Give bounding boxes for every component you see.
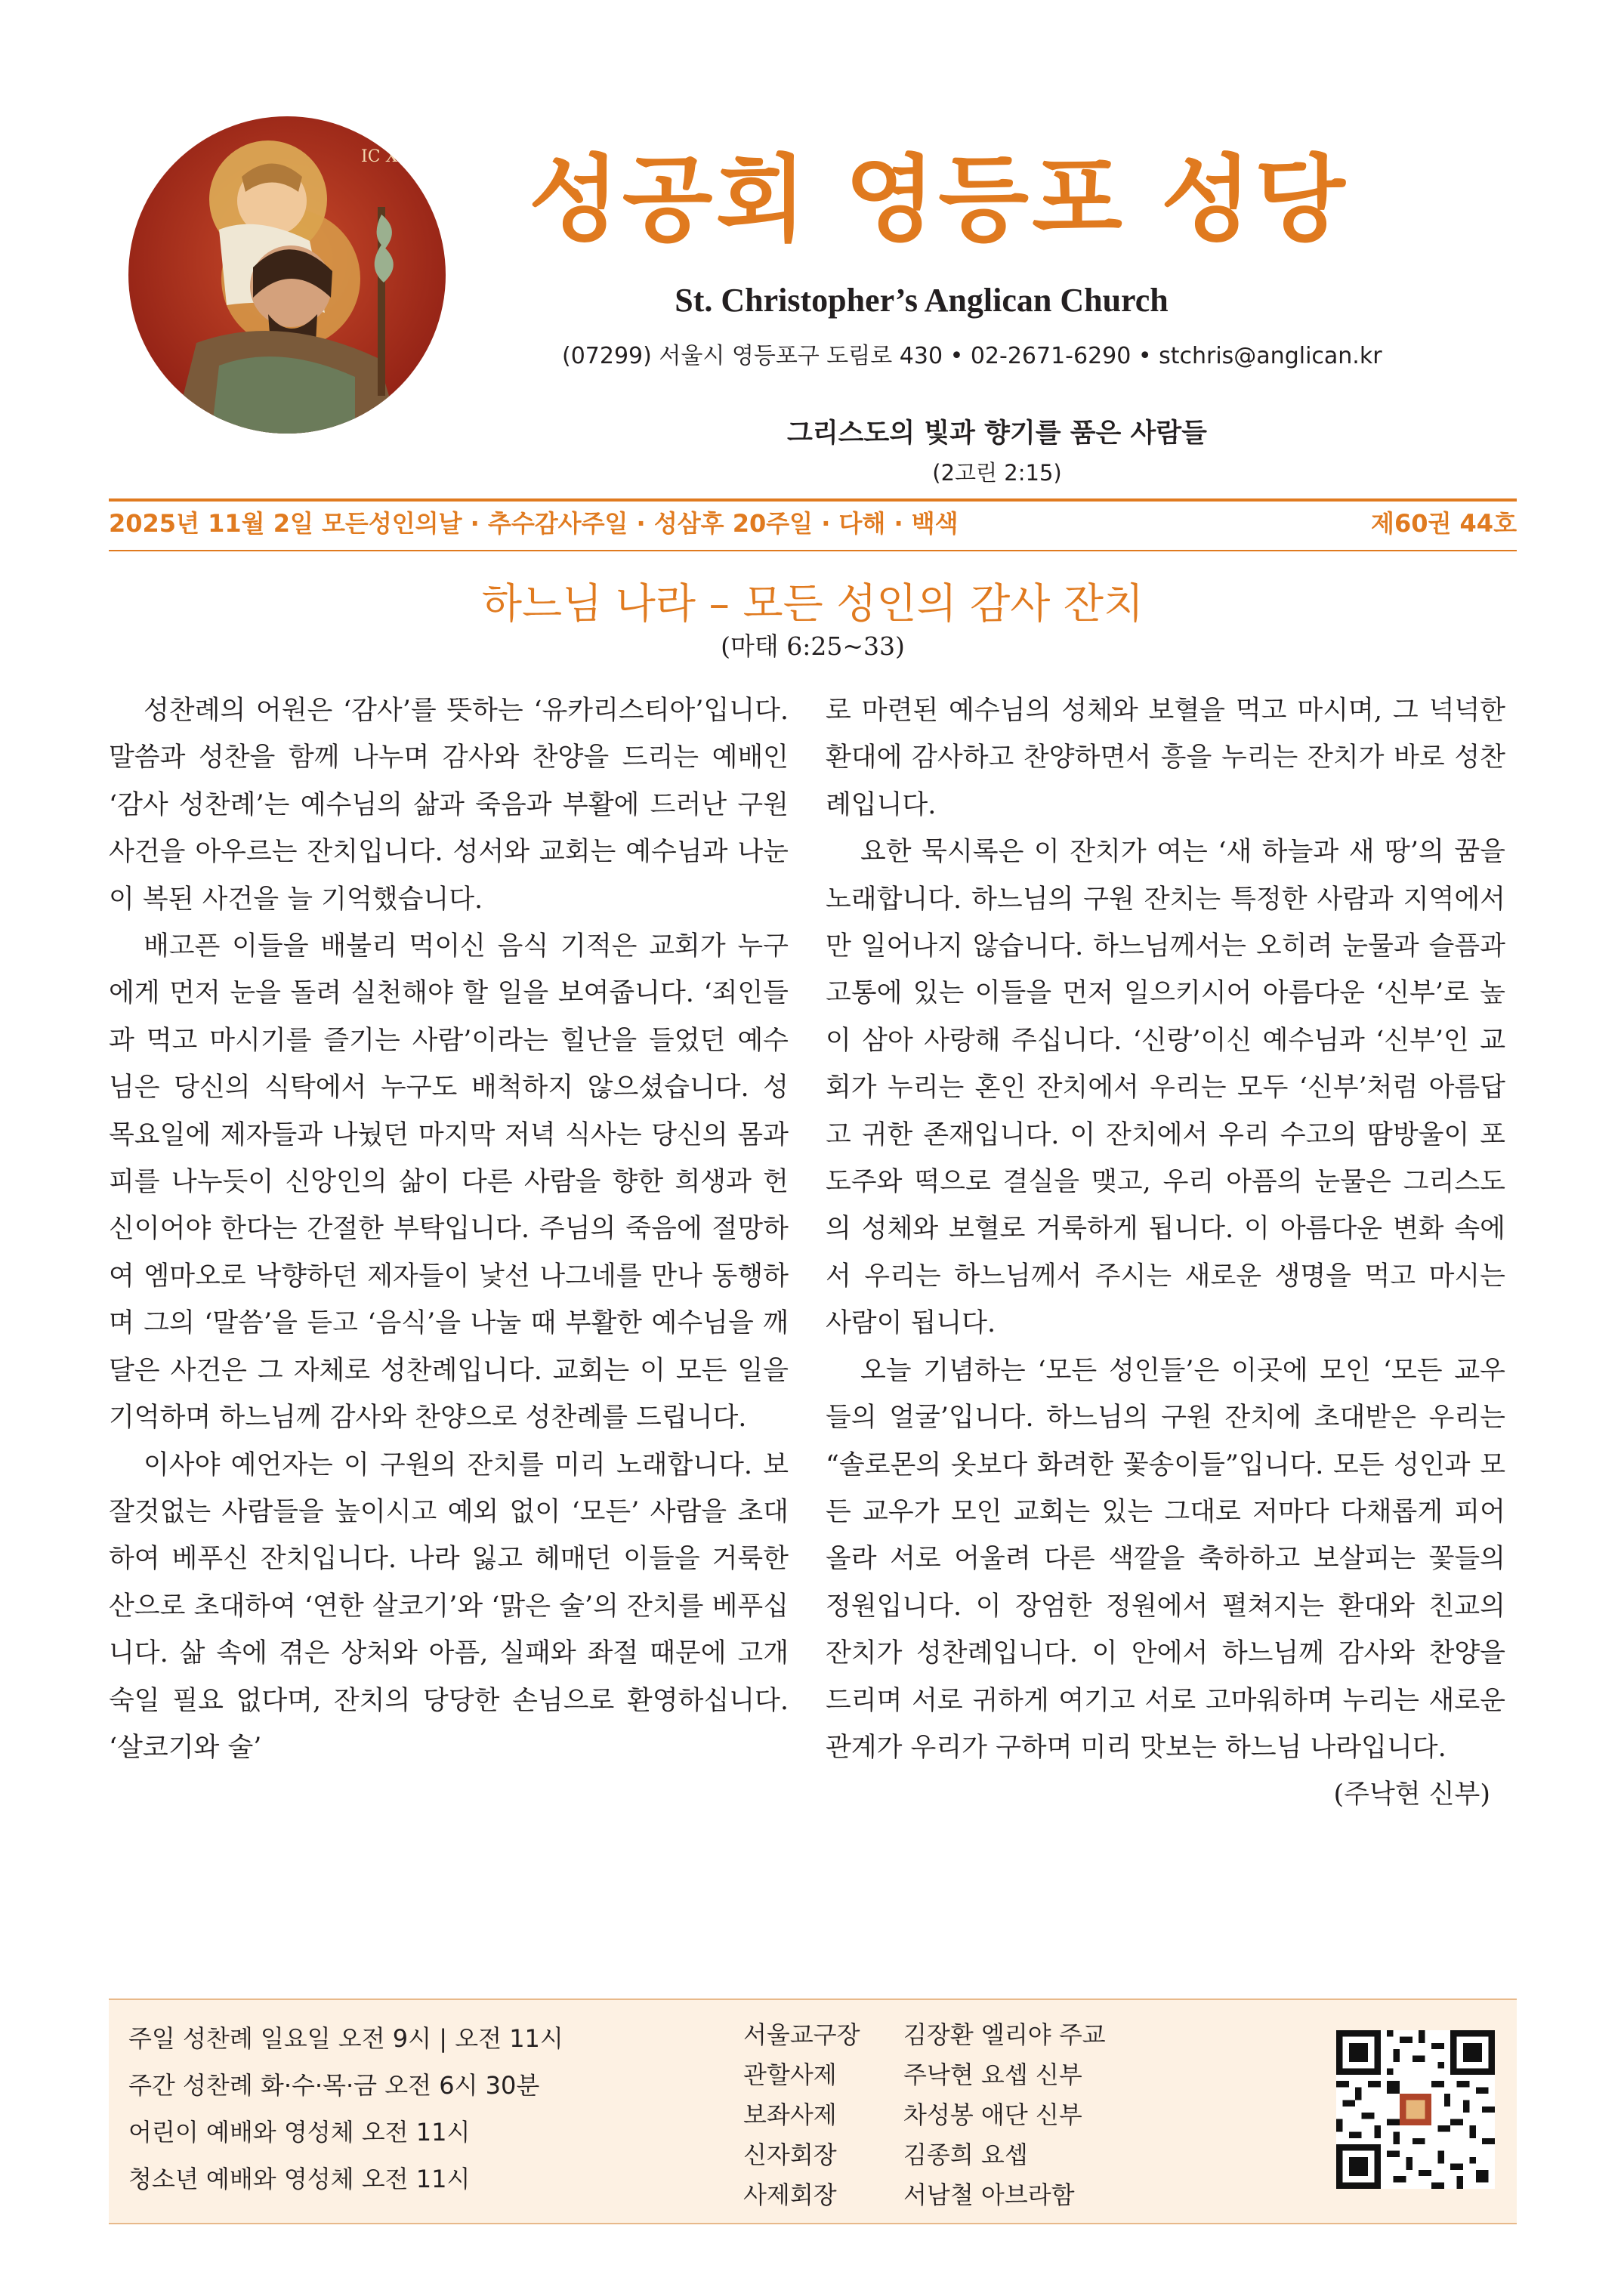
staff-role: 서울교구장 [743, 2020, 860, 2049]
service-time-item: 청소년 예배와 영성체 오전 11시 [128, 2165, 471, 2193]
staff-role: 보좌사제 [743, 2100, 837, 2129]
dateline-divider [109, 550, 1517, 551]
footer-info [109, 1999, 1517, 2224]
staff-role: 사제회장 [743, 2181, 837, 2209]
article-paragraph: 배고픈 이들을 배불리 먹이신 음식 기적은 교회가 누구에게 먼저 눈을 돌려 실천해야 할 일을 보여줍니다. ‘죄인들과 먹고 마시기를 즐기는 사람’이라는 힐난을 들었던 예수님은 당신의 식탁에서 누구도 배척하지 않으셨습니다. 성 목요일에 제자들과 나눴던 마지막 저녁 식사는 당신의 몸과 피를 나누듯이 신앙인의 삶이 다른 사람을 향한 희생과 헌신이어야 한다는 간절한 부탁입니다. 주님의 죽음에 절망하여 엠마오로 낙향하던 제자들이 낯선 나그네를 만나 동행하며 그의 ‘말씀’을 듣고 ‘음식’을 나눌 때 부활한 예수님을 깨달은 사건은 그 자체로 성찬례입니다. 교회는 이 모든 일을 기억하며 하느님께 감사와 찬양으로 성찬례를 드립니다. [109, 931, 789, 1434]
qr-code[interactable] [1336, 2030, 1495, 2189]
dateline [109, 505, 1517, 539]
article-paragraph: 성찬례의 어원은 ‘감사’를 뜻하는 ‘유카리스티아’입니다. 말씀과 성찬을 함께 나누며 감사와 찬양을 드리는 예배인 ‘감사 성찬례’는 예수님의 삶과 죽음과 부활에 드러난 구원 사건을 아우르는 잔치입니다. 성서와 교회는 예수님과 나눈 이 복된 사건을 늘 기억했습니다. [109, 696, 789, 915]
staff-item [743, 2055, 1106, 2095]
service-time-item: 어린이 예배와 영성체 오전 11시 [128, 2118, 471, 2147]
staff-name: 서남철 아브라함 [903, 2181, 1075, 2209]
staff-name: 차성봉 애단 신부 [903, 2100, 1082, 2129]
service-time-item: 주일 성찬례 일요일 오전 9시 | 오전 11시 [128, 2024, 563, 2053]
article-title: 하느님 나라 – 모든 성인의 감사 잔치 [481, 579, 1144, 628]
motto-reference: (2고린 2:15) [932, 460, 1062, 486]
article-paragraph [826, 1347, 1505, 1810]
service-time-item: 주간 성찬례 화·수·목·금 오전 6시 30분 [128, 2071, 540, 2100]
staff-name: 주낙현 요셉 신부 [903, 2060, 1082, 2089]
author-signature: (주낙현 신부) [1333, 1779, 1490, 1810]
staff-role: 관할사제 [743, 2060, 837, 2089]
article-column-right [826, 687, 1505, 1819]
article-reference: (마태 6:25~33) [721, 631, 905, 661]
church-title: 성공회 영등포 성당 [529, 146, 1348, 255]
header-divider [109, 498, 1517, 502]
staff-list [743, 2015, 1106, 2215]
staff-role: 신자회장 [743, 2140, 837, 2169]
staff-item [743, 2095, 1106, 2135]
staff-item [743, 2175, 1106, 2215]
staff-name: 김종희 요셉 [903, 2140, 1028, 2169]
icon-inscription: IC XC [361, 147, 410, 166]
church-icon-image [128, 116, 446, 434]
church-english-name: St. Christopher’s Anglican Church [675, 282, 1169, 319]
article-paragraph-text: 오늘 기념하는 ‘모든 성인들’은 이곳에 모인 ‘모든 교우들의 얼굴’입니다. 하느님의 구원 잔치에 초대받은 우리는 “솔로몬의 옷보다 화려한 꽃송이들”입니다. 모든 성인과 모든 교우가 모인 교회는 있는 그대로 저마다 다채롭게 피어올라 서로 어울려 다른 색깔을 축하하고 보살피는 꽃들의 정원입니다. 이 장엄한 정원에서 펼쳐지는 환대와 친교의 잔치가 성찬례입니다. 이 안에서 하느님께 감사와 찬양을 드리며 서로 귀하게 여기고 서로 고마워하며 누리는 새로운 관계가 우리가 구하며 미리 맛보는 하느님 나라입니다. [826, 1355, 1505, 1763]
article-paragraph: 로 마련된 예수님의 성체와 보혈을 먹고 마시며, 그 넉넉한 환대에 감사하고 찬양하면서 흥을 누리는 잔치가 바로 성찬례입니다. [826, 696, 1505, 820]
volume-number: 제60권 44호 [1371, 509, 1517, 538]
contact-address: (07299) 서울시 영등포구 도림로 430 • 02-2671-6290 • stchris@anglican.kr [562, 343, 1382, 369]
article-paragraph: 요한 묵시록은 이 잔치가 여는 ‘새 하늘과 새 땅’의 꿈을 노래합니다. 하느님의 구원 잔치는 특정한 사람과 지역에서만 일어나지 않습니다. 하느님께서는 오히려 눈물과 슬픔과 고통에 있는 이들을 먼저 일으키시어 아름다운 ‘신부’로 높이 삼아 사랑해 주십니다. ‘신랑’이신 예수님과 ‘신부’인 교회가 누리는 혼인 잔치에서 우리는 모두 ‘신부’처럼 아름답고 귀한 존재입니다. 이 잔치에서 우리 수고의 땀방울이 포도주와 떡으로 결실을 맺고, 우리 아픔의 눈물은 그리스도의 성체와 보혈로 거룩하게 됩니다. 이 아름다운 변화 속에서 우리는 하느님께서 주시는 새로운 생명을 먹고 마시는 사람이 됩니다. [826, 837, 1505, 1339]
staff-item [743, 2015, 1106, 2055]
service-times [128, 2015, 563, 2202]
article-column-left [109, 687, 789, 1771]
article-paragraph: 이사야 예언자는 이 구원의 잔치를 미리 노래합니다. 보잘것없는 사람들을 높이시고 예외 없이 ‘모든’ 사람을 초대하여 베푸신 잔치입니다. 나라 잃고 헤매던 이들을 거룩한 산으로 초대하여 ‘연한 살코기’와 ‘맑은 술’의 잔치를 베푸십니다. 삶 속에 겪은 상처와 아픔, 실패와 좌절 때문에 고개 숙일 필요 없다며, 잔치의 당당한 손님으로 환영하십니다. ‘살코기와 술’ [109, 1449, 789, 1763]
liturgical-date: 2025년 11월 2일 모든성인의날 · 추수감사주일 · 성삼후 20주일 · 다해 · 백색 [109, 509, 959, 538]
staff-item [743, 2135, 1106, 2175]
motto: 그리스도의 빛과 향기를 품은 사람들 [787, 418, 1207, 449]
staff-name: 김장환 엘리야 주교 [903, 2020, 1106, 2049]
